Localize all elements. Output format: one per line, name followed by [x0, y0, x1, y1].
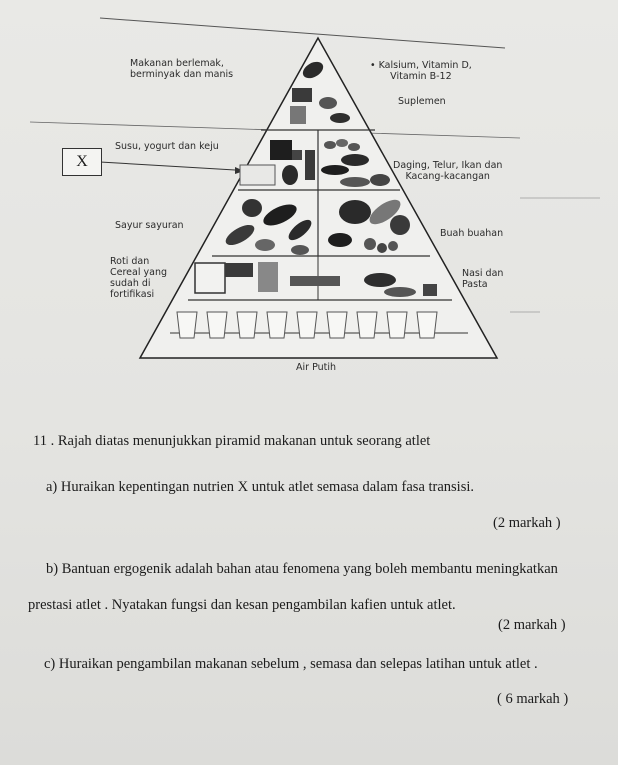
label-dairy: Susu, yogurt dan keju — [115, 141, 219, 152]
label-fats-oils: Makanan berlemak, berminyak dan manis — [130, 58, 234, 80]
label-supplements: Suplemen — [398, 96, 446, 107]
label-grains: Roti dan Cereal yang sudah di fortifikasi — [110, 256, 167, 300]
label-rice-pasta: Nasi dan Pasta — [462, 268, 504, 290]
question-b-line2: prestasi atlet . Nyatakan fungsi dan kesan pengambilan kafien untuk atlet. — [28, 597, 456, 613]
label-supplement-vitamins: • Kalsium, Vitamin D, Vitamin B-12 — [370, 60, 472, 82]
question-b-line1: b) Bantuan ergogenik adalah bahan atau fenomena yang boleh membantu meningkatkan — [46, 561, 558, 577]
question-intro — [33, 433, 430, 450]
label-fruits: Buah buahan — [440, 228, 504, 239]
question-intro-text: Rajah diatas menunjukkan piramid makanan untuk seorang atlet — [57, 433, 431, 449]
question-b-marks: (2 markah ) — [498, 617, 566, 633]
label-vegetables: Sayur sayuran — [115, 220, 184, 231]
question-number: 11 . — [33, 433, 55, 449]
label-protein: Daging, Telur, Ikan dan Kacang-kacangan — [393, 160, 503, 182]
question-a-marks: (2 markah ) — [493, 515, 561, 531]
question-c: c) Huraikan pengambilan makanan sebelum , semasa dan selepas latihan untuk atlet . — [44, 656, 538, 672]
question-a: a) Huraikan kepentingan nutrien X untuk atlet semasa dalam fasa transisi. — [46, 479, 475, 495]
label-water: Air Putih — [296, 362, 337, 373]
nutrient-x-box: X — [62, 148, 102, 176]
question-c-marks: ( 6 markah ) — [497, 691, 569, 707]
